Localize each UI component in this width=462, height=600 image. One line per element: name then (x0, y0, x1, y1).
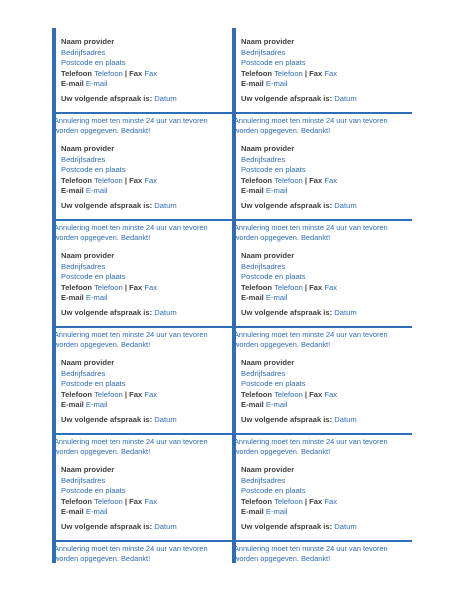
cancellation-notice (234, 437, 412, 457)
contact-email (61, 79, 230, 90)
fax-label: Fax (309, 496, 323, 506)
company-address: Bedrijfsadres (241, 368, 286, 378)
postcode-city: Postcode en plaats (61, 58, 126, 68)
email-value: E-mail (265, 79, 288, 89)
separator: | (304, 175, 308, 185)
card-body (61, 144, 230, 212)
appointment-date: Datum (334, 521, 357, 531)
card-body (61, 251, 230, 319)
phone-label: Telefoon (241, 282, 273, 292)
separator: | (124, 389, 128, 399)
divider-rule (52, 433, 232, 435)
card-body (241, 465, 410, 533)
contact-phone-fax (61, 390, 230, 401)
next-appointment (61, 522, 230, 533)
email-label: E-mail (241, 507, 264, 517)
phone-value: Telefoon (274, 496, 303, 506)
phone-label: Telefoon (241, 496, 273, 506)
appointment-date: Datum (154, 521, 177, 531)
fax-label: Fax (129, 389, 143, 399)
company-address: Bedrijfsadres (61, 261, 106, 271)
provider-name: Naam provider (61, 144, 115, 153)
cancellation-line-1: Annulering moet ten minste 24 uur van tevoren (54, 330, 208, 339)
contact-email (241, 400, 410, 411)
fax-label: Fax (309, 389, 323, 399)
postcode-city: Postcode en plaats (61, 379, 126, 389)
appointment-card (232, 28, 412, 135)
card-body (61, 465, 230, 533)
provider-name: Naam provider (241, 358, 295, 367)
divider-rule (52, 112, 232, 114)
fax-label: Fax (309, 175, 323, 185)
email-label: E-mail (61, 79, 84, 89)
appointment-date: Datum (334, 93, 357, 103)
email-value: E-mail (265, 400, 288, 410)
postcode-city: Postcode en plaats (241, 272, 306, 282)
appointment-date: Datum (154, 414, 177, 424)
fax-label: Fax (309, 68, 323, 78)
appointment-date: Datum (334, 414, 357, 424)
email-value: E-mail (265, 186, 288, 196)
cancellation-line-2: worden opgegeven. Bedankt! (234, 554, 331, 563)
phone-value: Telefoon (274, 282, 303, 292)
appointment-card (52, 242, 232, 349)
appointment-label: Uw volgende afspraak is: (241, 200, 333, 210)
cancellation-notice (54, 544, 232, 564)
fax-value: Fax (324, 389, 338, 399)
phone-value: Telefoon (274, 68, 303, 78)
email-value: E-mail (85, 186, 108, 196)
postcode-city: Postcode en plaats (61, 165, 126, 175)
phone-value: Telefoon (94, 496, 123, 506)
separator: | (124, 282, 128, 292)
cancellation-notice (54, 437, 232, 457)
fax-value: Fax (144, 175, 158, 185)
appointment-label: Uw volgende afspraak is: (241, 521, 333, 531)
next-appointment (61, 94, 230, 105)
provider-name: Naam provider (61, 465, 115, 474)
divider-rule (232, 112, 412, 114)
email-label: E-mail (241, 79, 264, 89)
appointment-date: Datum (154, 93, 177, 103)
card-column-right (232, 28, 412, 563)
separator: | (124, 175, 128, 185)
email-value: E-mail (85, 400, 108, 410)
appointment-card (232, 349, 412, 456)
appointment-label: Uw volgende afspraak is: (61, 414, 153, 424)
separator: | (124, 68, 128, 78)
contact-phone-fax (241, 69, 410, 80)
appointment-label: Uw volgende afspraak is: (241, 93, 333, 103)
email-value: E-mail (265, 293, 288, 303)
divider-rule (52, 326, 232, 328)
cancellation-line-1: Annulering moet ten minste 24 uur van tevoren (54, 223, 208, 232)
fax-value: Fax (324, 68, 338, 78)
fax-value: Fax (324, 175, 338, 185)
appointment-card (52, 349, 232, 456)
email-label: E-mail (61, 507, 84, 517)
provider-name: Naam provider (241, 37, 295, 46)
phone-label: Telefoon (61, 282, 93, 292)
contact-email (61, 400, 230, 411)
phone-label: Telefoon (241, 68, 273, 78)
company-address: Bedrijfsadres (241, 154, 286, 164)
postcode-city: Postcode en plaats (61, 272, 126, 282)
next-appointment (241, 94, 410, 105)
next-appointment (241, 308, 410, 319)
appointment-label: Uw volgende afspraak is: (61, 93, 153, 103)
phone-value: Telefoon (274, 175, 303, 185)
fax-value: Fax (324, 496, 338, 506)
cancellation-notice (234, 544, 412, 564)
contact-email (241, 79, 410, 90)
provider-name: Naam provider (241, 251, 295, 260)
separator: | (304, 496, 308, 506)
fax-value: Fax (144, 496, 158, 506)
card-body (61, 37, 230, 105)
email-label: E-mail (241, 293, 264, 303)
separator: | (304, 389, 308, 399)
divider-rule (232, 433, 412, 435)
fax-value: Fax (324, 282, 338, 292)
company-address: Bedrijfsadres (61, 475, 106, 485)
next-appointment (61, 308, 230, 319)
contact-email (241, 507, 410, 518)
email-label: E-mail (61, 186, 84, 196)
cancellation-line-1: Annulering moet ten minste 24 uur van tevoren (54, 437, 208, 446)
fax-value: Fax (144, 68, 158, 78)
contact-email (61, 293, 230, 304)
phone-value: Telefoon (274, 389, 303, 399)
provider-name: Naam provider (241, 465, 295, 474)
fax-label: Fax (129, 282, 143, 292)
separator: | (304, 68, 308, 78)
contact-phone-fax (241, 497, 410, 508)
postcode-city: Postcode en plaats (61, 486, 126, 496)
appointment-card (232, 242, 412, 349)
appointment-card (232, 135, 412, 242)
fax-label: Fax (129, 496, 143, 506)
provider-name: Naam provider (241, 144, 295, 153)
fax-label: Fax (309, 282, 323, 292)
cancellation-notice (234, 223, 412, 243)
email-value: E-mail (85, 293, 108, 303)
contact-email (61, 507, 230, 518)
cancellation-line-1: Annulering moet ten minste 24 uur van tevoren (54, 544, 208, 553)
cancellation-line-2: worden opgegeven. Bedankt! (54, 126, 151, 135)
cancellation-line-2: worden opgegeven. Bedankt! (234, 447, 331, 456)
company-address: Bedrijfsadres (61, 154, 106, 164)
card-body (241, 144, 410, 212)
divider-rule (52, 540, 232, 542)
postcode-city: Postcode en plaats (241, 486, 306, 496)
separator: | (124, 496, 128, 506)
next-appointment (241, 415, 410, 426)
cancellation-line-1: Annulering moet ten minste 24 uur van tevoren (234, 116, 388, 125)
cancellation-line-2: worden opgegeven. Bedankt! (54, 233, 151, 242)
cancellation-line-1: Annulering moet ten minste 24 uur van tevoren (54, 116, 208, 125)
cancellation-line-2: worden opgegeven. Bedankt! (234, 340, 331, 349)
phone-label: Telefoon (241, 175, 273, 185)
next-appointment (241, 201, 410, 212)
appointment-card (52, 28, 232, 135)
fax-label: Fax (129, 68, 143, 78)
divider-rule (232, 219, 412, 221)
email-label: E-mail (241, 186, 264, 196)
card-body (241, 251, 410, 319)
card-body (61, 358, 230, 426)
cancellation-line-2: worden opgegeven. Bedankt! (234, 126, 331, 135)
next-appointment (61, 415, 230, 426)
email-label: E-mail (241, 400, 264, 410)
postcode-city: Postcode en plaats (241, 379, 306, 389)
provider-name: Naam provider (61, 37, 115, 46)
phone-label: Telefoon (241, 389, 273, 399)
cancellation-notice (54, 223, 232, 243)
cancellation-line-2: worden opgegeven. Bedankt! (54, 554, 151, 563)
company-address: Bedrijfsadres (241, 261, 286, 271)
company-address: Bedrijfsadres (241, 47, 286, 57)
card-column-left (52, 28, 232, 563)
cancellation-line-1: Annulering moet ten minste 24 uur van tevoren (234, 223, 388, 232)
card-body (241, 37, 410, 105)
cancellation-line-1: Annulering moet ten minste 24 uur van tevoren (234, 437, 388, 446)
cancellation-line-2: worden opgegeven. Bedankt! (54, 447, 151, 456)
appointment-date: Datum (154, 200, 177, 210)
contact-phone-fax (61, 497, 230, 508)
company-address: Bedrijfsadres (61, 368, 106, 378)
card-body (241, 358, 410, 426)
phone-value: Telefoon (94, 68, 123, 78)
fax-value: Fax (144, 389, 158, 399)
contact-phone-fax (241, 283, 410, 294)
cancellation-line-2: worden opgegeven. Bedankt! (54, 340, 151, 349)
email-value: E-mail (85, 79, 108, 89)
appointment-label: Uw volgende afspraak is: (61, 307, 153, 317)
phone-value: Telefoon (94, 282, 123, 292)
appointment-date: Datum (334, 200, 357, 210)
email-value: E-mail (85, 507, 108, 517)
fax-label: Fax (129, 175, 143, 185)
contact-phone-fax (241, 176, 410, 187)
provider-name: Naam provider (61, 358, 115, 367)
email-value: E-mail (265, 507, 288, 517)
company-address: Bedrijfsadres (241, 475, 286, 485)
phone-value: Telefoon (94, 175, 123, 185)
contact-phone-fax (61, 283, 230, 294)
contact-phone-fax (61, 176, 230, 187)
phone-label: Telefoon (61, 389, 93, 399)
cancellation-notice (234, 116, 412, 136)
separator: | (304, 282, 308, 292)
next-appointment (241, 522, 410, 533)
appointment-label: Uw volgende afspraak is: (241, 307, 333, 317)
cancellation-line-2: worden opgegeven. Bedankt! (234, 233, 331, 242)
appointment-card (52, 135, 232, 242)
company-address: Bedrijfsadres (61, 47, 106, 57)
cancellation-notice (54, 116, 232, 136)
appointment-card (232, 456, 412, 563)
cancellation-notice (54, 330, 232, 350)
appointment-label: Uw volgende afspraak is: (61, 521, 153, 531)
contact-email (61, 186, 230, 197)
next-appointment (61, 201, 230, 212)
cancellation-notice (234, 330, 412, 350)
contact-email (241, 293, 410, 304)
appointment-label: Uw volgende afspraak is: (61, 200, 153, 210)
cancellation-line-1: Annulering moet ten minste 24 uur van tevoren (234, 544, 388, 553)
fax-value: Fax (144, 282, 158, 292)
postcode-city: Postcode en plaats (241, 165, 306, 175)
email-label: E-mail (61, 400, 84, 410)
provider-name: Naam provider (61, 251, 115, 260)
postcode-city: Postcode en plaats (241, 58, 306, 68)
appointment-date: Datum (154, 307, 177, 317)
cancellation-line-1: Annulering moet ten minste 24 uur van tevoren (234, 330, 388, 339)
appointment-date: Datum (334, 307, 357, 317)
phone-label: Telefoon (61, 68, 93, 78)
appointment-card (52, 456, 232, 563)
divider-rule (52, 219, 232, 221)
phone-value: Telefoon (94, 389, 123, 399)
phone-label: Telefoon (61, 175, 93, 185)
divider-rule (232, 326, 412, 328)
phone-label: Telefoon (61, 496, 93, 506)
contact-email (241, 186, 410, 197)
appointment-label: Uw volgende afspraak is: (241, 414, 333, 424)
divider-rule (232, 540, 412, 542)
contact-phone-fax (61, 69, 230, 80)
email-label: E-mail (61, 293, 84, 303)
contact-phone-fax (241, 390, 410, 401)
